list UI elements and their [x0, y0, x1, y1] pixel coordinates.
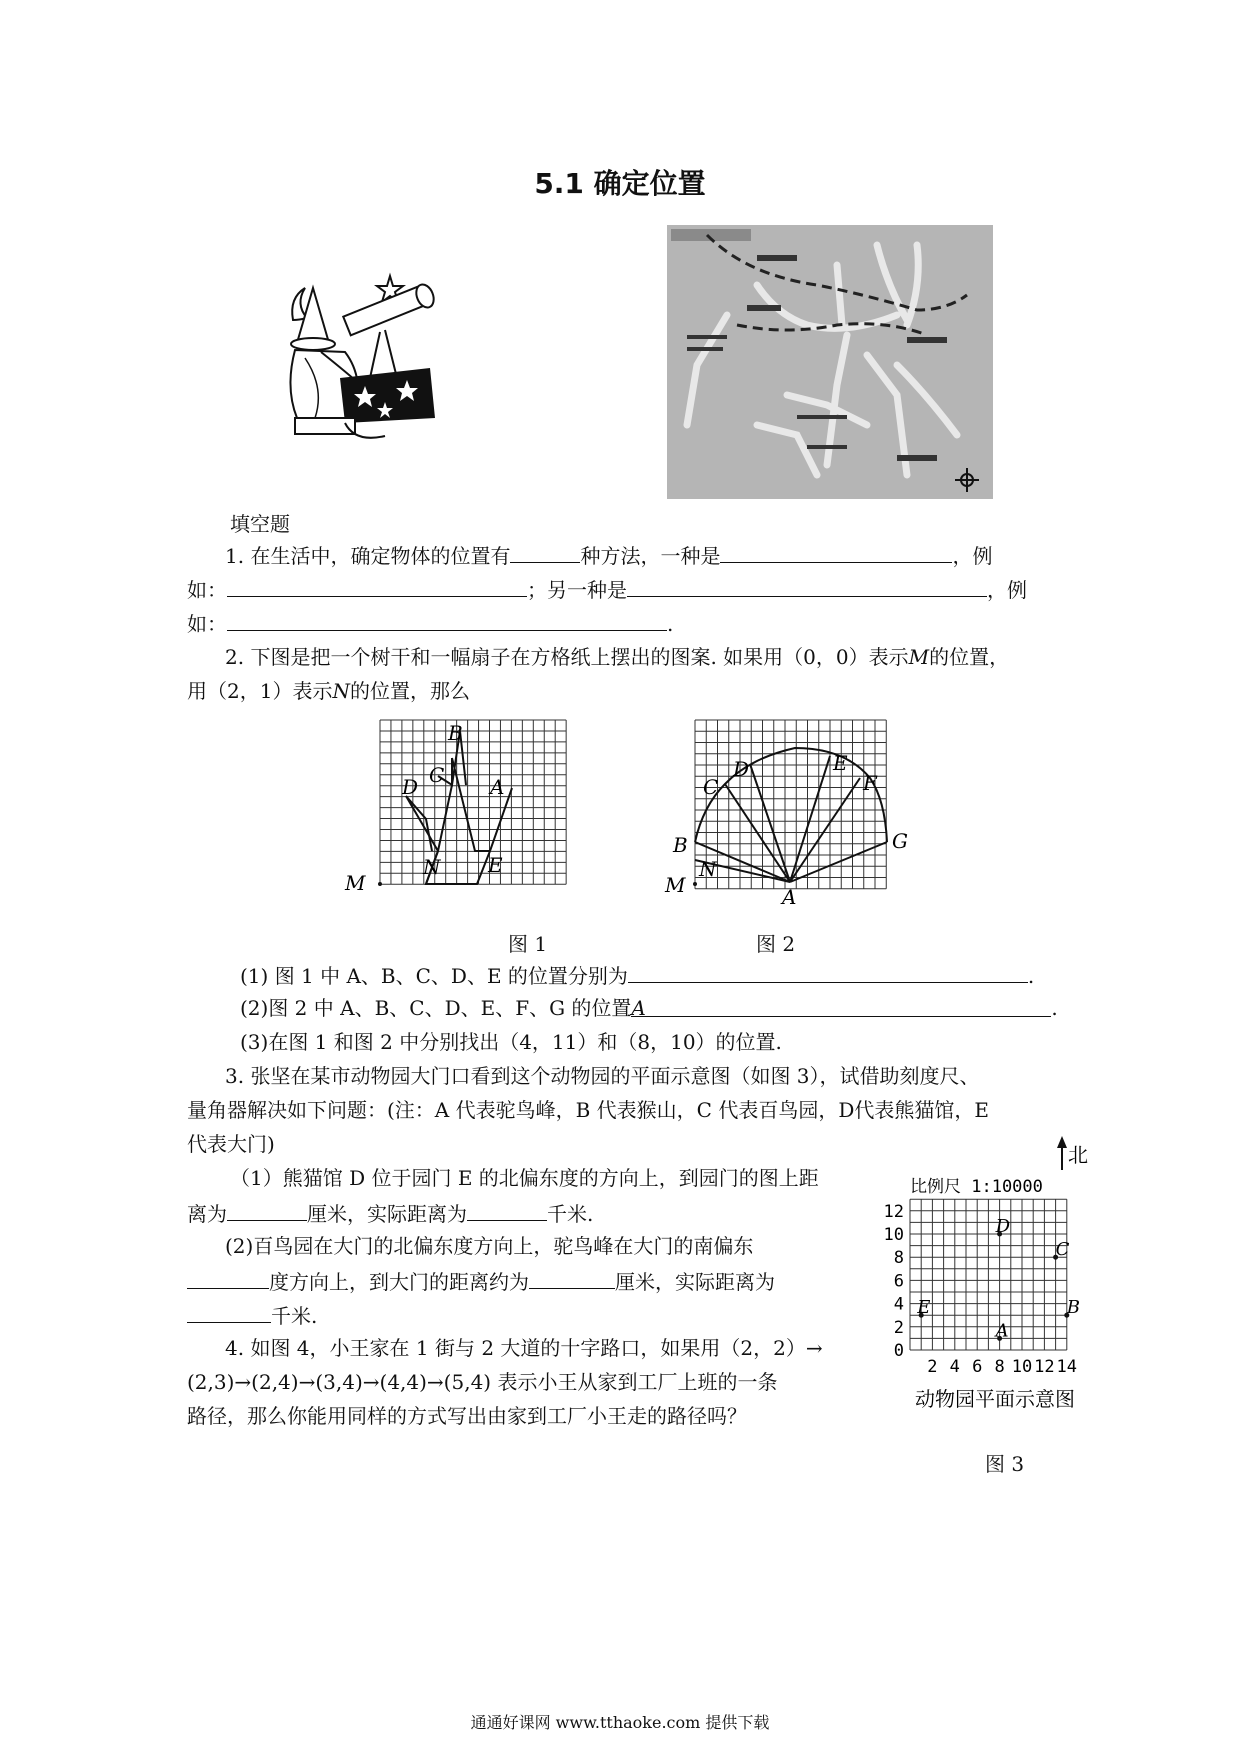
scale-label: 比例尺 1:10000	[910, 1177, 1043, 1197]
fig1-label-a: A	[490, 775, 505, 799]
fig3-x-tick-label: 8	[994, 1357, 1005, 1377]
q3-s1-blank-real-dist	[467, 1200, 547, 1221]
q3-s2-blank-real-dist	[187, 1302, 271, 1323]
q3-s2-text-c: 度方向上，到大门的距离约为	[269, 1270, 529, 1294]
q2-sub2	[240, 996, 1058, 1020]
fig2-label-c: C	[703, 775, 719, 799]
fig3-y-tick-label: 10	[883, 1225, 904, 1245]
q1-line3	[187, 610, 673, 636]
q1-text-h: .	[667, 612, 674, 636]
fig2-label-m: M	[665, 873, 686, 897]
north-arrow-icon	[1057, 1136, 1067, 1148]
fig3-x-tick-label: 4	[949, 1357, 960, 1377]
q2-sub2-period: .	[1051, 996, 1058, 1020]
fig3-point-label-c: C	[1055, 1239, 1070, 1261]
q3-s2-line3	[187, 1302, 317, 1328]
fig3-y-tick-label: 8	[893, 1248, 904, 1269]
figure-2-fan-grid	[665, 720, 925, 909]
fig3-point-label-d: D	[995, 1216, 1011, 1237]
figure-3-y-ticks	[884, 1202, 904, 1361]
fig2-rib-d	[750, 764, 790, 882]
q1-blank-method2	[627, 576, 987, 597]
q3-s2-line2	[187, 1268, 775, 1294]
fig2-label-n: N	[699, 857, 717, 881]
fig2-label-a: A	[782, 885, 797, 909]
fig3-x-tick-label: 10	[1011, 1357, 1033, 1377]
page-footer: 通通好课网 www.tthaoke.com 提供下载	[470, 1713, 770, 1732]
q4-line2: (2,3)→(2,4)→(3,4)→(4,4)→(5,4) 表示小王从家到工厂上班的一条	[187, 1370, 778, 1394]
q3-line2: 量角器解决如下问题：(注：A 代表驼鸟峰，B 代表猴山，C 代表百鸟园，D代表熊猫馆，E	[187, 1098, 989, 1122]
fig2-label-d: D	[733, 757, 750, 781]
q3-s1-text-d: 厘米，实际距离为	[307, 1202, 467, 1226]
q3-s1-text-c: 离为	[187, 1202, 227, 1226]
figure-1-caption: 图 1	[508, 932, 548, 956]
q1-blank-example2	[227, 610, 667, 631]
fig2-point-m	[693, 882, 697, 886]
q2-line1	[225, 645, 1009, 669]
figure-3-grid	[910, 1199, 1067, 1350]
q3-s1-line1	[230, 1166, 819, 1190]
fig3-y-tick-label: 0	[893, 1341, 904, 1361]
fig1-label-c: C	[429, 763, 445, 787]
fig3-x-tick-label: 6	[972, 1357, 983, 1377]
fig3-x-tick-label: 14	[1056, 1357, 1078, 1377]
q2-sub2-text: (2)图 2 中 A、B、C、D、E、F、G 的位置	[240, 996, 632, 1020]
q2-text-a: 2. 下图是把一个树干和一幅扇子在方格纸上摆出的图案. 如果用（0，0）表示	[225, 645, 909, 669]
fig3-x-tick-label: 2	[927, 1357, 938, 1377]
q1-line1	[225, 542, 992, 568]
figure-3-caption: 动物园平面示意图	[915, 1387, 1075, 1411]
fig2-label-g: G	[892, 829, 908, 853]
fig1-label-b: B	[448, 721, 463, 745]
q3-s1-text-a: （1）熊猫馆 D 位于园门 E 的北偏东	[230, 1166, 559, 1190]
q2-var-m: M	[908, 645, 930, 669]
q2-sub1-period: .	[1027, 964, 1035, 988]
north-label: 北	[1068, 1143, 1088, 1167]
q2-sub1-text: (1) 图 1 中 A、B、C、D、E 的位置分别为	[240, 964, 628, 988]
q2-text-b: 的位置，	[929, 645, 1010, 669]
q3-s1-blank-map-dist	[227, 1200, 307, 1221]
fig3-y-tick-label: 12	[883, 1201, 904, 1222]
q1-text-f: ，例	[987, 578, 1027, 602]
fig1-label-n: N	[423, 855, 441, 879]
q3-s2-text-b: 度方向上，驼鸟峰在大门的南偏东	[453, 1234, 754, 1258]
fig1-label-m: M	[345, 871, 366, 895]
q3-s2-blank-angle2	[187, 1268, 269, 1289]
q1-text-c: ，例	[952, 544, 993, 568]
fig2-label-e: E	[833, 751, 848, 775]
q3-s2-line1	[225, 1234, 753, 1258]
q1-text-b: 种方法，一种是	[580, 544, 721, 568]
q2-sub1	[240, 962, 1034, 988]
wizard-telescope-illustration	[285, 268, 485, 458]
fig1-label-e: E	[488, 853, 503, 877]
q2-text-d: 的位置，那么	[349, 679, 470, 703]
q3-s2-text-d: 厘米，实际距离为	[615, 1270, 775, 1294]
fig1-point-m	[378, 882, 382, 886]
q2-line2	[187, 679, 470, 703]
fig1-label-d: D	[402, 775, 419, 799]
q3-s1-text-b: 度的方向上，到园门的图上距	[558, 1166, 819, 1190]
q1-blank-count	[510, 542, 580, 563]
q1-text-g: 如：	[187, 612, 227, 636]
q4-line1: 4. 如图 4，小王家在 1 街与 2 大道的十字路口，如果用（2，2）→	[225, 1336, 823, 1360]
q1-line2	[187, 576, 1027, 602]
fig3-point-label-a: A	[995, 1320, 1009, 1342]
q2-sub2-blank	[631, 996, 1051, 1020]
fig1-branch-right	[452, 758, 512, 851]
figure-2-grid	[695, 720, 886, 889]
q1-blank-method1	[720, 542, 952, 563]
q3-s1-text-e: 千米.	[547, 1202, 594, 1226]
q3-line3: 代表大门)	[187, 1132, 275, 1156]
fig2-label-b: B	[673, 833, 688, 857]
q4-line3: 路径，那么你能用同样的方式写出由家到工厂小王走的路径吗？	[187, 1404, 747, 1428]
fig3-point-label-e: E	[917, 1297, 931, 1319]
q3-s2-text-a: (2)百鸟园在大门的北偏东	[225, 1234, 454, 1258]
q1-text-e: ；另一种是	[527, 578, 627, 602]
q3-line1: 3. 张坚在某市动物园大门口看到这个动物园的平面示意图（如图 3），试借助刻度尺、	[225, 1064, 980, 1088]
figure-1-tree-grid	[345, 720, 620, 895]
fig3-y-tick-label: 6	[893, 1271, 904, 1292]
fig3-point-label-b: B	[1066, 1297, 1081, 1319]
figure-2-caption: 图 2	[756, 932, 796, 956]
town-map-image	[667, 225, 993, 499]
q2-var-n: N	[332, 679, 350, 703]
fig3-y-tick-label: 4	[893, 1294, 904, 1315]
q2-sub1-blank	[628, 962, 1028, 983]
fig3-y-tick-label: 2	[893, 1317, 904, 1338]
q1-text-d: 如：	[187, 578, 227, 602]
q3-s2-text-e: 千米.	[271, 1304, 318, 1328]
fig3-x-tick-label: 12	[1034, 1357, 1055, 1377]
q3-s1-line2	[187, 1200, 593, 1226]
fig2-label-f: F	[863, 771, 877, 795]
figure-3-label: 图 3	[985, 1452, 1025, 1476]
section-heading: 填空题	[230, 512, 290, 536]
figure-3-x-ticks	[927, 1357, 1077, 1377]
q1-text-a: 1. 在生活中，确定物体的位置有	[225, 544, 511, 568]
figure-1-grid	[380, 720, 566, 884]
figure-3-zoo-map	[870, 1140, 1100, 1410]
page-title: 5.1 确定位置	[534, 167, 706, 200]
q3-s2-blank-map-dist	[529, 1268, 615, 1289]
fig2-fan-arc	[695, 748, 887, 842]
q2-sub2-answer: A	[631, 996, 646, 1020]
q1-blank-example1	[227, 576, 527, 597]
q2-text-c: 用（2，1）表示	[187, 679, 333, 703]
q2-sub3: (3)在图 1 和图 2 中分别找出（4，11）和（8，10）的位置.	[240, 1030, 782, 1054]
